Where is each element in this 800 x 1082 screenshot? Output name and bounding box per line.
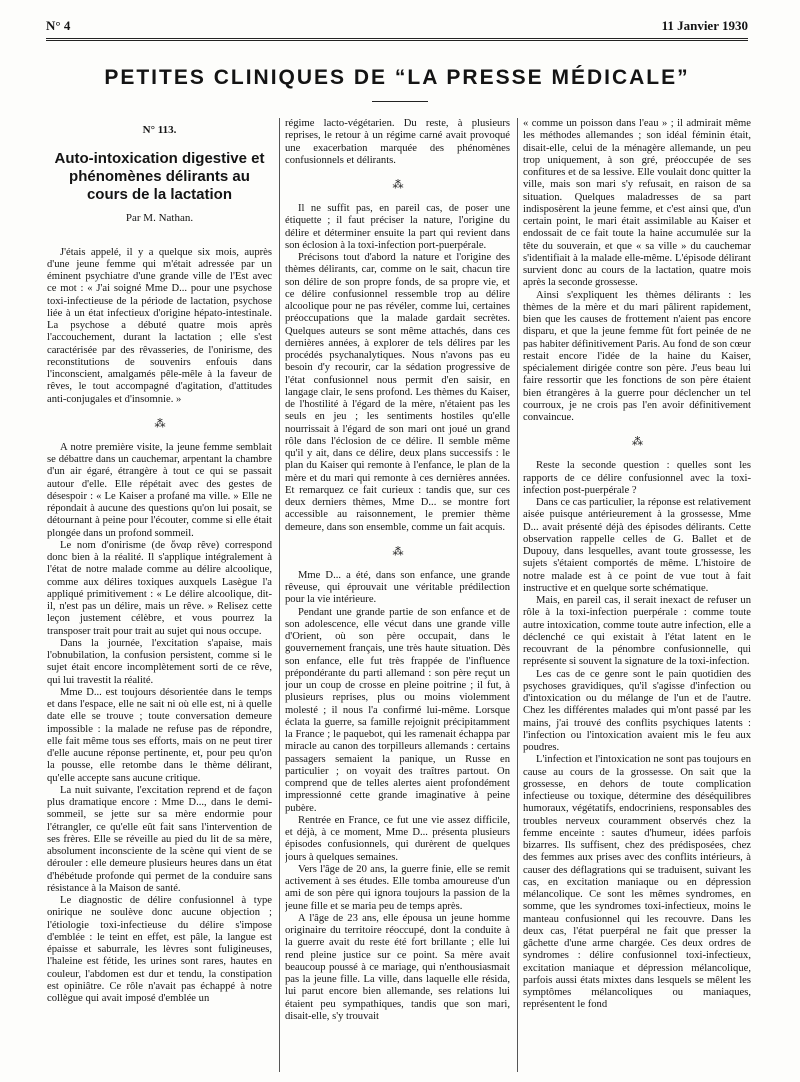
paragraph: « comme un poisson dans l'eau » ; il admirait même les méthodes allemandes ; son idéal féminin était, disait-elle, celui de la ménagère allemande, un peu trop uniquement, à son gré, préoccupée de ses confitures et de sa lessive. Elle voulait donc quitter la ville, mais son mari s'y refusait, en raison de sa situation. Quelques maladresses de sa part indisposèrent la jeune femme, et c'est ainsi que, d'un certain point, le mari était assimilable au Kaiser et endossait de ce fait toute la haine accumulée sur la tête du souverain, et que « sa ville » du cauchemar s'identifiait à la malade elle-même. L'épisode délirant survient donc au cours de la lactation, quatre mois après la seconde grossesse.	[523, 118, 751, 289]
column-rule-1	[279, 118, 280, 1072]
article-number: N° 113.	[142, 124, 177, 136]
paragraph: A notre première visite, la jeune femme semblait se débattre dans un cauchemar, arpentant la chambre d'un air égaré, étrangère à tout ce qui se passait autour d'elle. Elle répétait avec des gestes de désespoir : « Le Kaiser a profané ma ville. » Elle ne répondait à aucune des questions qu'on lui posait, se détournant à peine pour l'écouter, comme si elle était plongée dans un profond sommeil.	[47, 441, 272, 539]
article-author: Par M. Nathan.	[125, 212, 194, 225]
paragraph: Pendant une grande partie de son enfance et de son adolescence, elle vécut dans une grande ville d'Orient, où son père occupait, dans le gouvernement français, une très haute situation. Dès son enfance, elle fut très frappée de l'influence prépondérante du parti allemand : son père reçut un jour un coup de crosse en pleine poitrine ; il fut, à plusieurs reprises, plus ou moins violemment molesté ; il nous l'a confirmé lui-même. Lorsque éclata la guerre, sa famille rejoignit précipitamment la France ; le paquebot, qui les ramenait échappa par miracle au canon des torpilleurs allemands : certains passagers semaient la panique, un Russe en particulier ; on voyait des traîtres partout. On comprend que de telles alertes aient profondément impressionné cette grande imaginative à peine pubère.	[285, 606, 510, 814]
paragraph: Précisons tout d'abord la nature et l'origine des thèmes délirants, car, comme on le sait, chacun tire son délire de son propre fonds, de sa propre vie, et ce délire confusionnel ressemble trop au délire alcoolique pour ne pas révéler, comme lui, certaines préoccupations que la malade gardait secrètes. Quelques auteurs se sont même attachés, dans ces dernières années, à explorer de tels délires par les procédés psychanalytiques. Nous n'avons pas eu besoin d'y recourir, car la sédation progressive de l'état confusionnel nous permit d'en saisir, en langage clair, le sens profond. Les thèmes du Kaiser, de l'hostilité à l'égard de la mère, n'étaient pas les seuls en jeu ; les sentiments hostiles qu'elle nourrissait à l'égard de son mari ont joué un grand rôle dans l'éclosion de ce délire. Il semble même qu'il y ait, dans ce délire, deux plans successifs : le plan du Kaiser qui remonte à l'enfance, le plan de la mère et du mari qui remonte à ces dernières années. Et remarquez ce fait curieux : tandis que, sur ces deux derniers thèmes, Mme D... se montre fort accessible au raisonnement, le premier thème demeure, dans son ensemble, comme un fait acquis.	[285, 252, 510, 533]
column-3	[523, 118, 751, 1072]
header-rule-double	[46, 40, 748, 41]
page-header	[46, 18, 748, 38]
section-title: PETITES CLINIQUES DE “LA PRESSE MÉDICALE”	[104, 66, 690, 89]
paragraph: régime lacto-végétarien. Du reste, à plusieurs reprises, le retour à un régime carné avait provoqué une exacerbation marquée des phénomènes confusionnels et délirants.	[285, 118, 510, 166]
paragraph: Vers l'âge de 20 ans, la guerre finie, elle se remit activement à ses études. Elle tomba amoureuse d'un ami de son père qui ignora toujours la passion de la jeune fille et se maria peu de temps après.	[285, 863, 510, 912]
paragraph: Il ne suffit pas, en pareil cas, de poser une étiquette ; il faut préciser la nature, l'origine du délire et déterminer ensuite la part qui revient dans son éclosion à la toxi-infection port-puerpérale.	[285, 203, 510, 251]
paragraph: Dans la journée, l'excitation s'apaise, mais l'obnubilation, la confusion persistent, comme si le sujet était encore incomplètement sorti de ce rêve, qui lui travestit la réalité.	[47, 637, 272, 686]
header-rule	[46, 38, 748, 39]
paragraph: L'infection et l'intoxication ne sont pas toujours en cause au cours de la grossesse. On sait que la grossesse, en dehors de toute complication infectieuse ou toxique, détermine des déséquilibres humoraux, végétatifs, endocriniens, responsables des troubles nerveux couramment observés chez la femme enceinte : sautes d'humeur, idées parfois bizarres. Ils suffisent, chez des prédisposées, chez des femmes aux prises avec des conflits intérieurs, à causer des déflagrations qui se traduisent, suivant les cas, en excitation maniaque ou en dépression mélancolique. Ce sont les mêmes syndromes, en somme, que les syndromes toxi-infectieux, moins le manteau confusionnel qui les recouvre. Dans les deux cas, l'état puerpéral ne fait que presser la gâchette d'une arme chargée. Ces deux ordres de syndromes : délire confusionnel toxi-infectieux, excitation maniaque et dépression mélancolique, parfois aussi états mixtes dans lesquels se mêlent les symptômes mélancoliques ou maniaques, représentent le fond	[523, 754, 751, 1011]
section-separator: ⁂	[392, 545, 403, 558]
paragraph: Ainsi s'expliquent les thèmes délirants : les thèmes de la mère et du mari pâlirent rapidement, bien que les causes de frottement n'aient pas encore disparu, et que la jeune femme fût fort peinée de ne pas habiter définitivement Paris. Au fond de son cœur restait encore l'idée de la haine du Kaiser, spécialement dirigée contre son père. J'eus beau lui faire ressortir que les fonctions de son père étaient bien étrangères à la guerre pour déclencher un tel courroux, je ne crois pas l'en avoir définitivement convaincue.	[523, 289, 751, 423]
section-separator: ⁂	[154, 417, 165, 430]
paragraph: La nuit suivante, l'excitation reprend et de façon plus dramatique encore : Mme D..., dans le demi-sommeil, se jette sur sa mère endormie pour l'étrangler, ce qu'elle eût fait sans l'intervention de ses frères. Elle se réveille au pied du lit de sa mère, absolument inconsciente de la scène qui vient de se dérouler : elle demeure plusieurs heures dans un état d'hébétude profonde qui permet de la conduire sans résistance à la Maison de santé.	[47, 784, 272, 894]
paragraph: Mme D... a été, dans son enfance, une grande rêveuse, qui éprouvait une véritable prédilection pour la vie intérieure.	[285, 569, 510, 606]
article-title: Auto-intoxication digestive et phénomènes délirants au cours de la lactation	[54, 150, 265, 204]
column-body	[523, 118, 751, 1012]
paragraph: Rentrée en France, ce fut une vie assez difficile, et déjà, à ce moment, Mme D... présenta plusieurs épisodes confusionnels, qui durèrent de quelques jours à quelques semaines.	[285, 814, 510, 863]
paragraph: Dans ce cas particulier, la réponse est relativement aisée puisque antérieurement à la grossesse, Mme D... avait présenté déjà des épisodes délirants. Cette observation rappelle celles de G. Ballet et de Dupouy, dans lesquelles, avant toute grossesse, les sujets s'étaient comportés de même. L'histoire de notre malade est à ce point de vue tout à fait instructive et en quelque sorte schématique.	[523, 497, 751, 594]
section-separator: ⁂	[632, 436, 642, 449]
column-body	[285, 118, 510, 1023]
title-divider	[372, 101, 428, 102]
paragraph: Mais, en pareil cas, il serait inexact de refuser un rôle à la toxi-infection puerpérale : comme toute autre intoxication, comme toute autre infection, elle a déclenché ce qui existait à l'état latent en le recouvrant de la pénombre confusionnelle, qui représente si souvent la signature de la toxi-infection.	[523, 595, 751, 668]
paragraph: J'étais appelé, il y a quelque six mois, auprès d'une jeune femme qui m'était adressée par un éminent psychiatre d'une grande ville de l'Est avec ce mot : « J'ai soigné Mme D... pour une psychose toxi-infectieuse de la période de lactation, psychose liée à un état infectieux d'origine hépato-intestinale. La psychose a débuté quatre mois après l'accouchement, durant la lactation ; elle s'est caractérisée par des rêvasseries, de l'onirisme, des reconstitutions de souvenirs enfouis dans l'inconscient, amalgamés pêle-mêle à la faveur de rêves, le tout accompagné d'agitation, d'attitudes anti-conjugales et d'insomnie. »	[47, 246, 272, 405]
paragraph: A l'âge de 23 ans, elle épousa un jeune homme originaire du territoire réoccupé, dont la conduite à la guerre avait du reste été fort brillante ; elle lui rend pleine justice sur ce point. Sa mère avait beaucoup poussé à ce mariage, qui n'enthousiasmait pas la jeune fille. La ville, dans laquelle elle résida, lui parut encore bien allemande, ses relations lui étaient peu sympathiques, tandis que son mari, disait-elle, s'y trouvait	[285, 912, 510, 1022]
paragraph: Mme D... est toujours désorientée dans le temps et dans l'espace, elle ne sait ni où elle est, ni à quelle date elle se trouve ; toute conversation demeure impossible : la malade ne refuse pas de répondre, elle fait même tous ses efforts, mais on ne peut tirer d'elle aucune réponse pertinente, et, pour peu qu'on la pousse, elle retombe dans le thème délirant, qu'elle accepte sans aucune critique.	[47, 686, 272, 784]
paragraph: Le nom d'onirisme (de ὄναρ rêve) correspond donc bien à la réalité. Il s'applique intégralement à l'état de notre malade comme au délire alcoolique, comme aux délires toxiques auxquels Lasègue l'a appliqué primitivement : « Le délire alcoolique, dit-il, n'est pas un délire, mais un rêve. » Relisez cette leçon justement célèbre, et vous pourrez la transposer trait pour trait au sujet qui nous occupe.	[47, 539, 272, 637]
column-2	[285, 118, 510, 1072]
section-separator: ⁂	[392, 179, 403, 191]
paragraph: Reste la seconde question : quelles sont les rapports de ce délire confusionnel avec la toxi-infection post-puerpérale ?	[523, 460, 751, 496]
paragraph: Le diagnostic de délire confusionnel à type onirique ne soulève donc aucune objection ; l'étiologie toxi-infectieuse du délire s'impose d'emblée : le teint en effet, est pâle, la langue est épaisse et saburrale, les lèvres sont fuligineuses, l'haleine est fétide, les urines sont rares, hautes en couleur, l'abdomen est dur et tendu, la constipation est opiniâtre. Ce rôle n'avait pas échappé à notre collègue qui avait imposé d'emblée un	[47, 895, 272, 1004]
issue-date: 11 Janvier 1930	[661, 18, 748, 33]
issue-number: N° 4	[46, 18, 71, 33]
column-body	[47, 247, 272, 1006]
column-rule-2	[517, 118, 518, 1072]
column-1	[47, 118, 272, 1072]
paragraph: Les cas de ce genre sont le pain quotidien des psychoses gravidiques, qu'il s'agisse d'infection ou d'intoxication ou du mélange de l'un et de l'autre. Chez les différentes malades qui m'ont passé par les mains, j'ai trouvé des conflits psychiques latents : l'infection ou l'intoxication avaient mis le feu aux poudres.	[523, 668, 751, 753]
